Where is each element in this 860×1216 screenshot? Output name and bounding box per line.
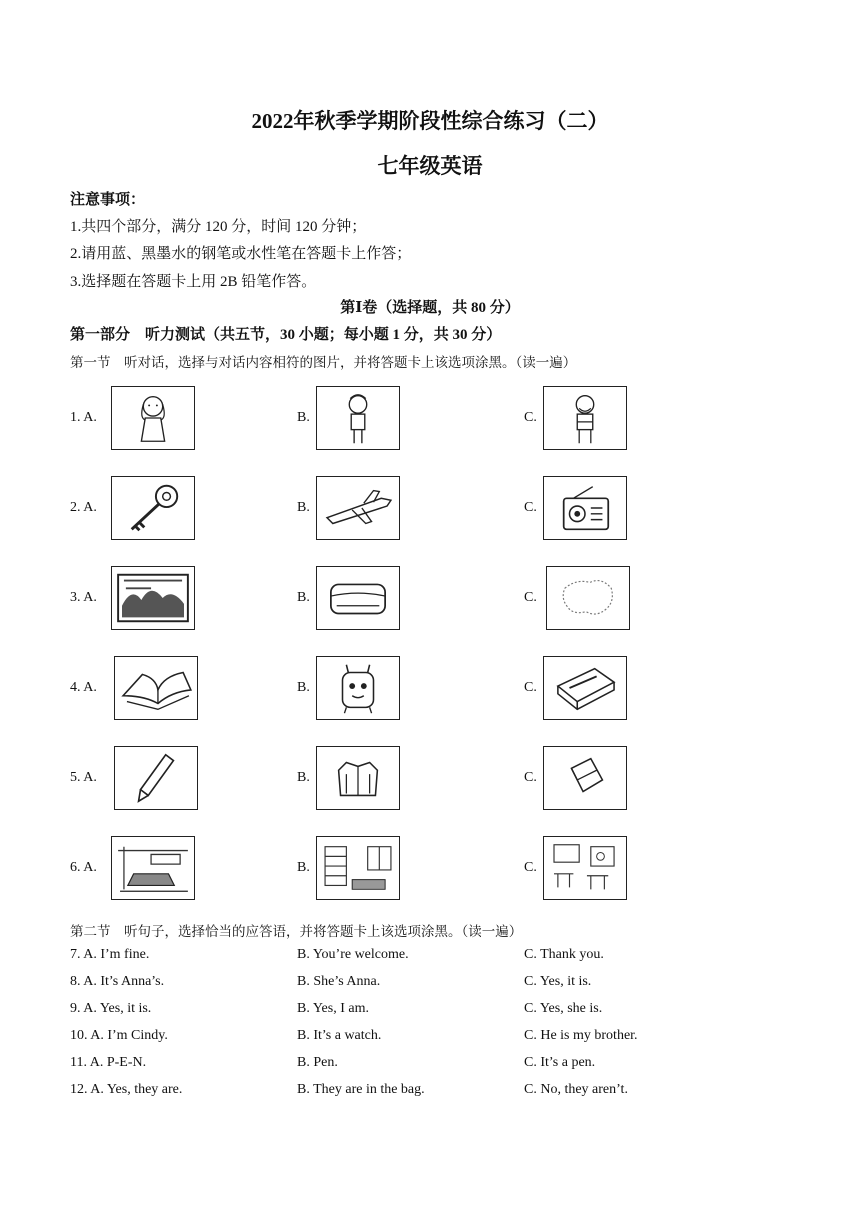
exam-subtitle: 七年级英语 xyxy=(377,154,483,178)
q12-option-a: 12. A. Yes, they are. xyxy=(70,1082,183,1097)
q3-b-label: B. xyxy=(297,590,310,605)
q10-option-b: B. It’s a watch. xyxy=(297,1028,382,1043)
quilt-icon xyxy=(316,566,400,630)
eraser-icon xyxy=(543,746,627,810)
notes-heading: 注意事项： xyxy=(70,192,146,208)
q7-option-b: B. You’re welcome. xyxy=(297,947,409,962)
radio-icon xyxy=(543,476,627,540)
part1-title: 第一部分 听力测试（共五节，30 小题；每小题 1 分，共 30 分） xyxy=(70,327,502,343)
key-icon xyxy=(111,476,195,540)
jacket-icon xyxy=(316,746,400,810)
q3-c-label: C. xyxy=(524,590,537,605)
section2-instruction: 第二节 听句子，选择恰当的应答语，并将答题卡上该选项涂黑。（读一遍） xyxy=(70,924,523,939)
q1-label: 1. A. xyxy=(70,410,97,425)
q2-c-label: C. xyxy=(524,500,537,515)
map-icon xyxy=(546,566,630,630)
note-item-1: 1.共四个部分，满分 120 分，时间 120 分钟； xyxy=(70,219,367,235)
bedroom-icon xyxy=(111,836,195,900)
q9-option-a: 9. A. Yes, it is. xyxy=(70,1001,152,1016)
q1-b-label: B. xyxy=(297,410,310,425)
exam-title: 2022年秋季学期阶段性综合练习（二） xyxy=(251,109,609,133)
note-item-2: 2.请用蓝、黑墨水的钢笔或水性笔在答题卡上作答； xyxy=(70,246,412,262)
book-icon xyxy=(114,656,198,720)
q12-option-b: B. They are in the bag. xyxy=(297,1082,425,1097)
boy-icon xyxy=(316,386,400,450)
volume-title: 第Ⅰ卷（选择题，共 80 分） xyxy=(340,300,520,316)
q3-label: 3. A. xyxy=(70,590,97,605)
q6-c-label: C. xyxy=(524,860,537,875)
q5-c-label: C. xyxy=(524,770,537,785)
q4-b-label: B. xyxy=(297,680,310,695)
q11-option-b: B. Pen. xyxy=(297,1055,338,1070)
classroom-icon xyxy=(543,836,627,900)
q10-option-a: 10. A. I’m Cindy. xyxy=(70,1028,168,1043)
old-man-icon xyxy=(543,386,627,450)
girl-icon xyxy=(111,386,195,450)
q4-c-label: C. xyxy=(524,680,537,695)
q1-c-label: C. xyxy=(524,410,537,425)
q4-label: 4. A. xyxy=(70,680,97,695)
q8-option-a: 8. A. It’s Anna’s. xyxy=(70,974,165,989)
plane-icon xyxy=(316,476,400,540)
q7-option-c: C. Thank you. xyxy=(524,947,604,962)
q6-label: 6. A. xyxy=(70,860,97,875)
pencil-icon xyxy=(114,746,198,810)
q2-label: 2. A. xyxy=(70,500,97,515)
q11-option-c: C. It’s a pen. xyxy=(524,1055,596,1070)
q12-option-c: C. No, they aren’t. xyxy=(524,1082,628,1097)
q10-option-c: C. He is my brother. xyxy=(524,1028,638,1043)
q8-option-c: C. Yes, it is. xyxy=(524,974,592,989)
q8-option-b: B. She’s Anna. xyxy=(297,974,381,989)
q5-label: 5. A. xyxy=(70,770,97,785)
q7-option-a: 7. A. I’m fine. xyxy=(70,947,150,962)
q11-option-a: 11. A. P-E-N. xyxy=(70,1055,147,1070)
section1-instruction: 第一节 听对话，选择与对话内容相符的图片，并将答题卡上该选项涂黑。（读一遍） xyxy=(70,355,577,370)
q6-b-label: B. xyxy=(297,860,310,875)
pencil-box-icon xyxy=(543,656,627,720)
schoolbag-icon xyxy=(316,656,400,720)
q9-option-c: C. Yes, she is. xyxy=(524,1001,603,1016)
q5-b-label: B. xyxy=(297,770,310,785)
scenery-icon xyxy=(111,566,195,630)
room-icon xyxy=(316,836,400,900)
note-item-3: 3.选择题在答题卡上用 2B 铅笔作答。 xyxy=(70,274,317,290)
q9-option-b: B. Yes, I am. xyxy=(297,1001,369,1016)
q2-b-label: B. xyxy=(297,500,310,515)
